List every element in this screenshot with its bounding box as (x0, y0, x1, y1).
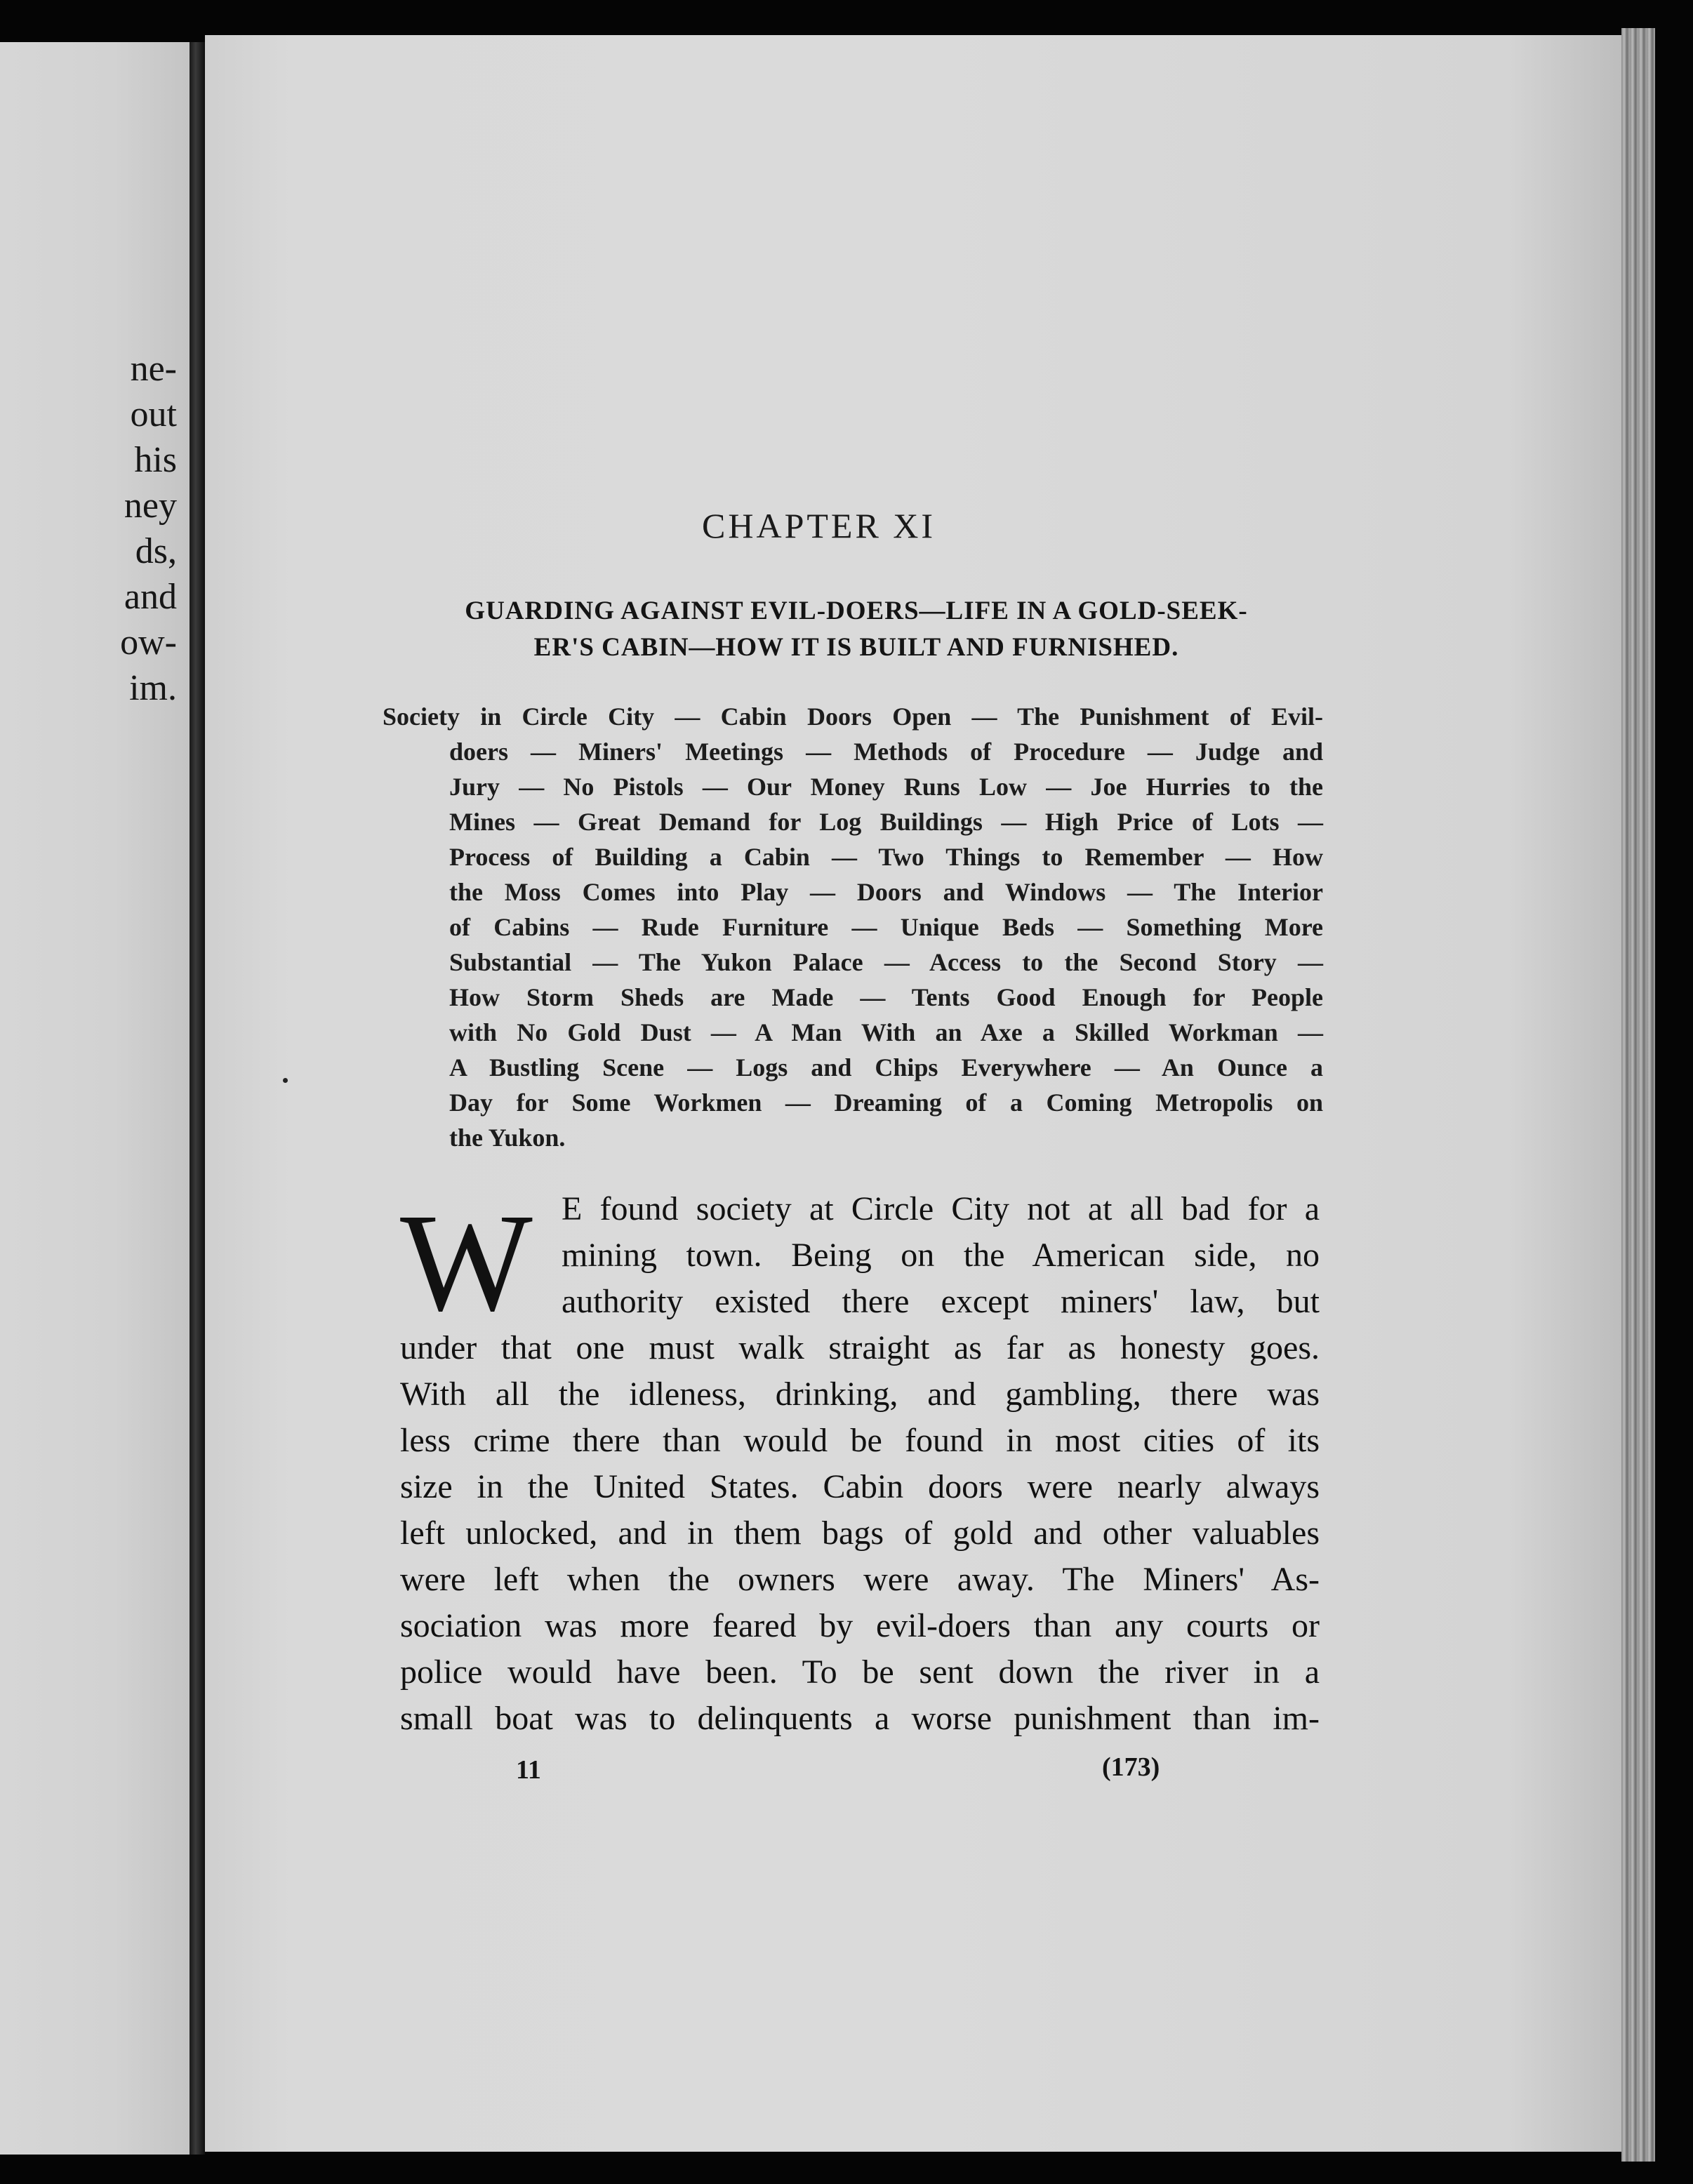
synopsis-line: Substantial — The Yukon Palace — Access to the Second Story — (449, 948, 1323, 976)
body-line: sociation was more feared by evil-doers than any courts or (400, 1607, 1320, 1644)
synopsis-line: Day for Some Workmen — Dreaming of a Coming Metropolis on (449, 1088, 1323, 1117)
body-line: authority existed there except miners' law, but (562, 1283, 1320, 1320)
previous-page-line: im. (129, 668, 177, 708)
synopsis-line: A Bustling Scene — Logs and Chips Everywhere — An Ounce a (449, 1053, 1323, 1081)
body-line: With all the idleness, drinking, and gambling, there was (400, 1376, 1320, 1413)
chapter-title: CHAPTER XI (702, 506, 936, 545)
body-line: size in the United States. Cabin doors were nearly always (400, 1468, 1320, 1505)
signature-mark: 11 (516, 1755, 541, 1785)
chapter-subtitle-line: ER'S CABIN—HOW IT IS BUILT AND FURNISHED. (533, 633, 1179, 662)
previous-page (0, 42, 190, 2155)
body-line: E found society at Circle City not at all bad for a (562, 1190, 1320, 1227)
body-line: small boat was to delinquents a worse punishment than im- (400, 1700, 1320, 1737)
body-text (400, 1186, 1320, 1742)
synopsis-line: with No Gold Dust — A Man With an Axe a Skilled Workman — (449, 1018, 1323, 1046)
synopsis-line: Society in Circle City — Cabin Doors Open — The Punishment of Evil- (383, 703, 1323, 731)
chapter-subtitle-line: GUARDING AGAINST EVIL-DOERS—LIFE IN A GOLD-SEEK- (465, 597, 1248, 625)
chapter-synopsis (383, 699, 1323, 1155)
ink-speck (283, 1078, 288, 1083)
drop-cap: W (400, 1185, 533, 1340)
previous-page-line: ow- (120, 622, 177, 662)
body-line: under that one must walk straight as far as honesty goes. (400, 1329, 1320, 1366)
synopsis-line: Mines — Great Demand for Log Buildings — High Price of Lots — (449, 808, 1323, 836)
previous-page-line: ney (124, 486, 177, 526)
previous-page-line: and (124, 577, 177, 617)
previous-page-line: ne- (130, 349, 177, 389)
synopsis-line: the Yukon. (449, 1124, 566, 1152)
previous-page-line: ds, (135, 531, 177, 571)
synopsis-line: Process of Building a Cabin — Two Things to Remember — How (449, 843, 1323, 871)
body-line: police would have been. To be sent down the river in a (400, 1653, 1320, 1691)
body-line: left unlocked, and in them bags of gold and other valuables (400, 1514, 1320, 1552)
body-line: less crime there than would be found in most cities of its (400, 1422, 1320, 1459)
chapter-subtitle (379, 593, 1334, 666)
page-number: (173) (1102, 1752, 1160, 1782)
synopsis-line: the Moss Comes into Play — Doors and Windows — The Interior (449, 878, 1323, 906)
synopsis-line: Jury — No Pistols — Our Money Runs Low — Joe Hurries to the (449, 773, 1323, 801)
synopsis-line: doers — Miners' Meetings — Methods of Procedure — Judge and (449, 738, 1323, 766)
book-gutter (190, 42, 205, 2155)
synopsis-line: of Cabins — Rude Furniture — Unique Beds — Something More (449, 913, 1323, 941)
previous-page-line: his (134, 440, 177, 480)
page-edges (1621, 28, 1655, 2162)
body-line: were left when the owners were away. The Miners' As- (400, 1561, 1320, 1598)
previous-page-line: out (130, 394, 177, 434)
body-line: mining town. Being on the American side, no (562, 1237, 1320, 1274)
synopsis-line: How Storm Sheds are Made — Tents Good Enough for People (449, 983, 1323, 1011)
